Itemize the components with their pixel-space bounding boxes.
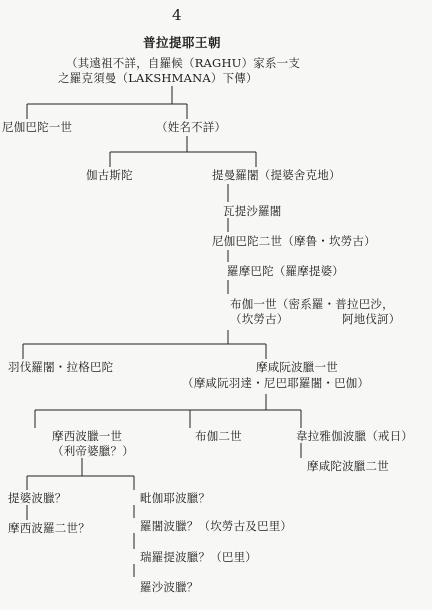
node-gen5-b3: 瑞羅提波臘？（巴里） [140,550,257,564]
node-gen3-right-line2: （摩咸阮羽達・尼巴耶羅闍・巴伽） [182,376,370,390]
node-gen5-a1: 提婆波臘？ [8,491,67,505]
node-gen4-left-line2: （利帝婆臘？） [52,444,134,458]
node-descent-4-line2b: 阿地伐訶） [342,312,401,326]
page-number: 4 [172,6,182,24]
node-gen5-b4: 羅沙波臘？ [140,580,199,594]
node-gen3-right-line1: 摩咸阮波臘一世 [256,360,338,374]
node-gen4-left-line1: 摩西波臘一世 [52,429,123,443]
page-title: 普拉提耶王朝 [143,35,222,50]
node-gen5-b2: 羅闍波臘？（坎勞古及巴里） [140,519,293,533]
node-gen5-a2: 摩西波羅二世？ [8,521,90,535]
node-gen4-right-child: 摩咸陀波臘二世 [307,459,389,473]
node-gen2-left: 伽古斯陀 [86,168,133,182]
node-descent-3: 羅摩巴陀（羅摩提婆） [227,264,344,278]
node-descent-4-line1: 布伽一世（密系羅・普拉巴沙， [230,297,394,311]
node-gen1-left: 尼伽巴陀一世 [2,120,73,134]
node-descent-2: 尼伽巴陀二世（摩鲁・坎勞古） [212,234,376,248]
ancestry-note-line1: （其遠祖不詳，自羅候（RAGHU）家系一支 [66,56,301,70]
node-gen3-left: 羽伐羅闍・拉格巴陀 [8,360,114,374]
node-gen5-b1: 毗伽耶波臘？ [140,491,211,505]
node-gen4-right: 韋拉雅伽波臘（戒日） [296,429,413,443]
node-gen4-middle: 布伽二世 [195,429,242,443]
ancestry-note-line2: 之羅克須曼（LAKSHMANA）下傳） [58,71,258,85]
node-descent-4-line2a: （坎勞古） [230,312,289,326]
node-descent-1: 瓦提沙羅闍 [223,204,282,218]
node-gen1-right: （姓名不詳） [156,120,227,134]
node-gen2-right: 提曼羅闍（提婆舍克地） [212,168,341,182]
